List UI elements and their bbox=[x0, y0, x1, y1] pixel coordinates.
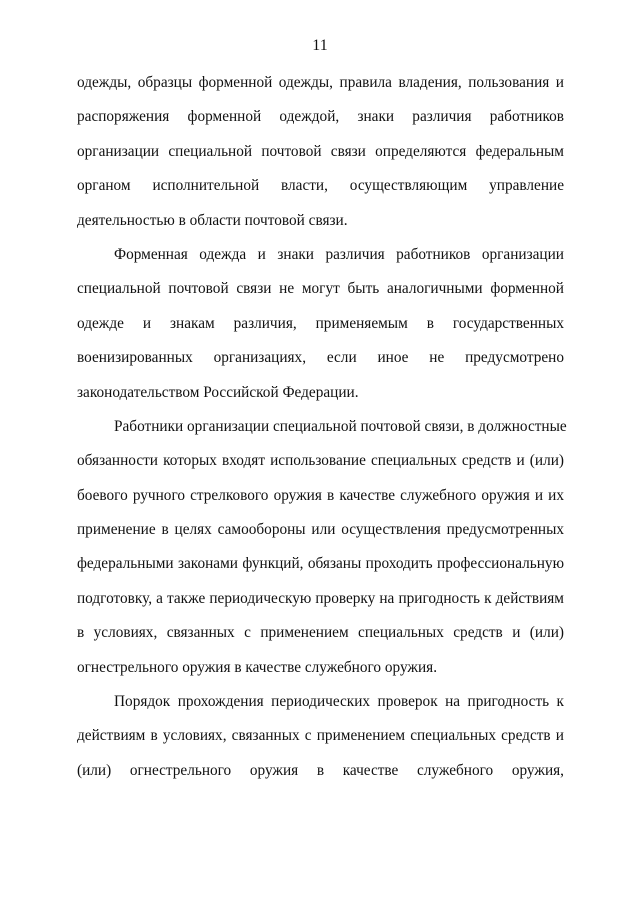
text-line: боевого ручного стрелкового оружия в качестве служебного оружия и их bbox=[77, 486, 564, 504]
text-line: (или) огнестрельного оружия в качестве служебного оружия, bbox=[77, 761, 564, 779]
document-body bbox=[77, 66, 567, 788]
text-line: одежды, образцы форменной одежды, правила владения, пользования и bbox=[77, 74, 564, 91]
text-line: органом исполнительной власти, осуществляющим управление bbox=[77, 177, 564, 195]
text-line: специальной почтовой связи не могут быть аналогичными форменной bbox=[77, 280, 564, 298]
text-line: Форменная одежда и знаки различия работников организации bbox=[114, 245, 564, 263]
text-line: федеральными законами функций, обязаны проходить профессиональную bbox=[77, 555, 564, 573]
text-line: действиям в условиях, связанных с применением специальных средств и bbox=[77, 727, 564, 745]
text-line: распоряжения форменной одеждой, знаки различия работников bbox=[77, 108, 564, 126]
page-number: 11 bbox=[312, 37, 328, 54]
text-line: законодательством Российской Федерации. bbox=[77, 383, 359, 401]
paragraph-3 bbox=[77, 410, 567, 685]
text-line: подготовку, а также периодическую проверку на пригодность к действиям bbox=[77, 589, 564, 607]
paragraph-2 bbox=[77, 238, 564, 410]
text-line: одежде и знакам различия, применяемым в государственных bbox=[77, 314, 564, 332]
paragraph-1 bbox=[77, 66, 564, 238]
paragraph-4 bbox=[77, 685, 564, 788]
text-line: Порядок прохождения периодических проверок на пригодность к bbox=[114, 693, 564, 711]
text-line: военизированных организациях, если иное не предусмотрено bbox=[77, 349, 564, 367]
text-line: Работники организации специальной почтовой связи, в должностные bbox=[114, 417, 567, 435]
text-line: деятельностью в области почтовой связи. bbox=[77, 211, 348, 229]
text-line: огнестрельного оружия в качестве служебного оружия. bbox=[77, 658, 438, 676]
text-line: организации специальной почтовой связи определяются федеральным bbox=[77, 142, 564, 160]
text-line: в условиях, связанных с применением специальных средств и (или) bbox=[77, 624, 564, 642]
text-line: обязанности которых входят использование специальных средств и (или) bbox=[77, 452, 564, 470]
text-line: применение в целях самообороны или осуществления предусмотренных bbox=[77, 521, 564, 539]
